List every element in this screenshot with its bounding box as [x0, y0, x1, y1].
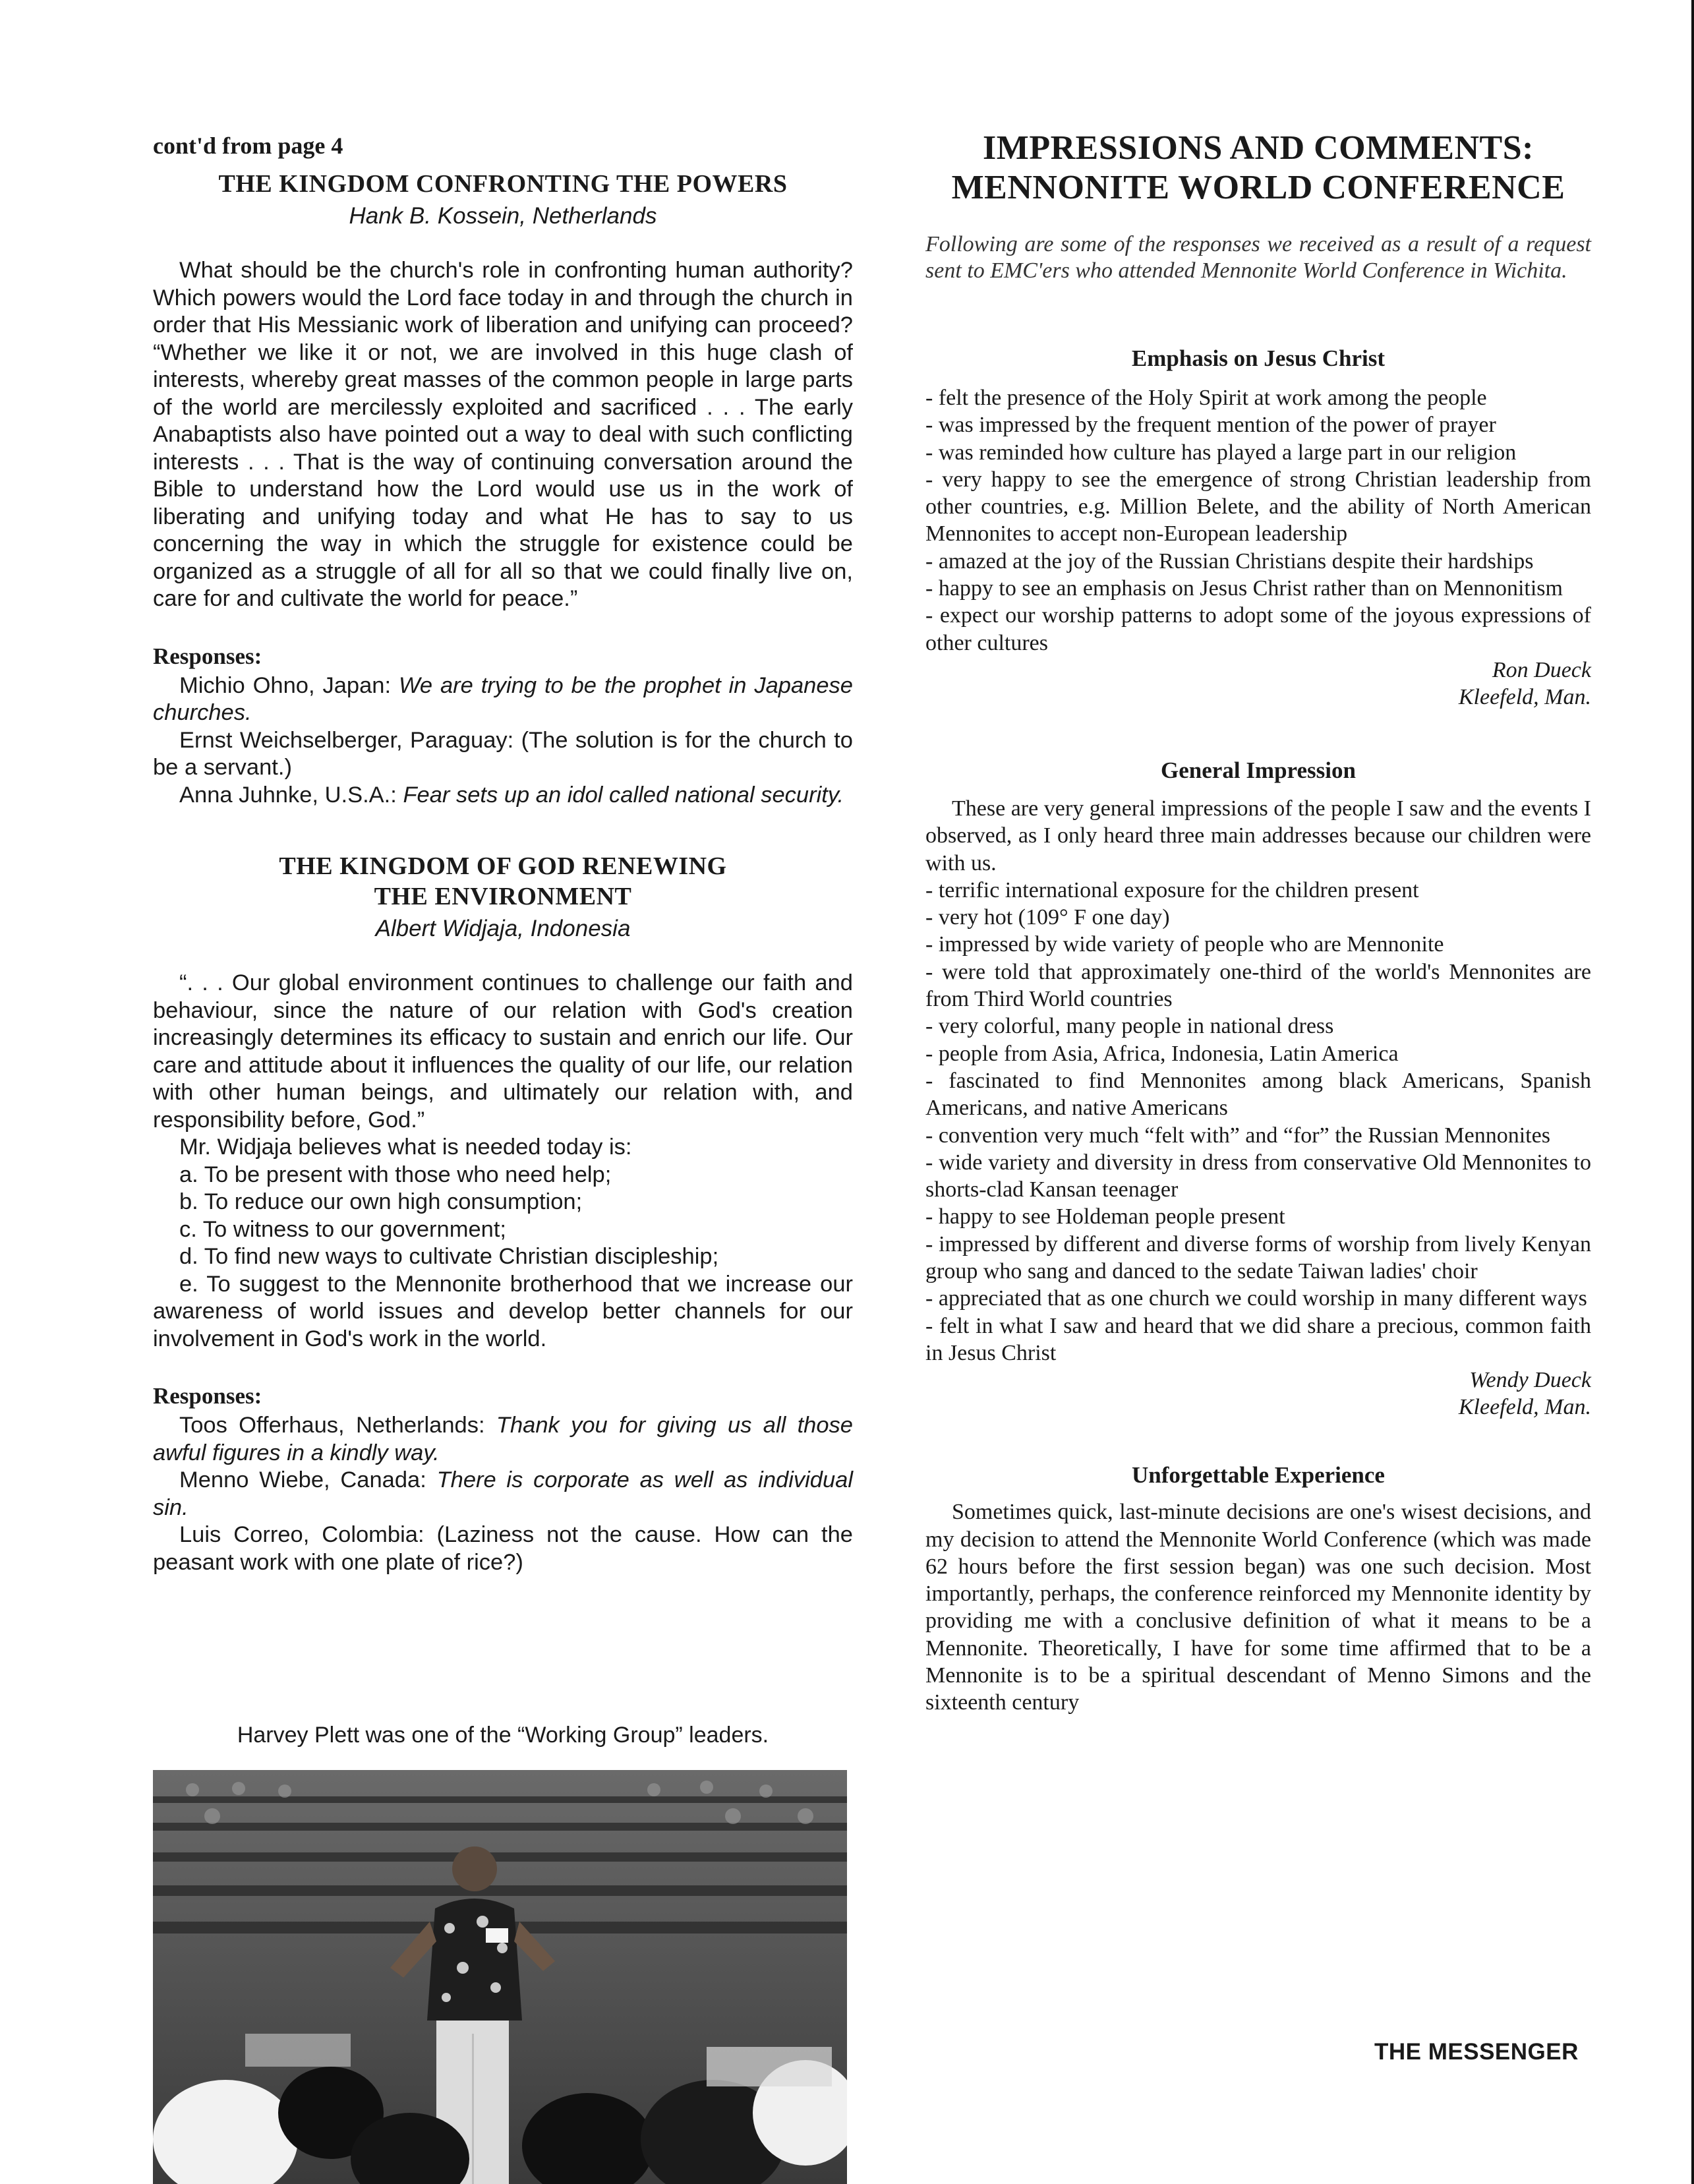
environment-body: “. . . Our global environment continues to challenge our faith and behaviour, since the nature of our relation with God's creation increasingly determines its efficacy to sustain and enrich our life. Our care and attitude about it influences the quality of our life, our relation with other human beings, and ultimately our relation with, and responsibility before, God.” — [153, 970, 853, 1133]
list-item: - was reminded how culture has played a large part in our religion — [925, 440, 1517, 465]
list-item: - felt in what I saw and heard that we did share a precious, common faith in Jesus Christ — [925, 1313, 1591, 1365]
general-intro: These are very general impressions of the people I saw and the events I observed, as I only heard three main addresses because our children were with us. — [925, 796, 1591, 875]
section-title-powers: THE KINGDOM CONFRONTING THE POWERS — [218, 170, 788, 198]
continued-note: cont'd from page 4 — [153, 133, 343, 159]
section-title-environment: THE KINGDOM OF GOD RENEWING THE ENVIRONMENT — [279, 852, 727, 910]
intro-note: Following are some of the responses we received as a result of a request sent to EMC'ers who attended Mennonite World Conference in Wichita. — [925, 232, 1591, 283]
harvey-plett-photo — [153, 1770, 847, 2184]
photo-illustration — [153, 1770, 847, 2184]
list-item: - felt the presence of the Holy Spirit at work among the people — [925, 386, 1487, 410]
response-item: Menno Wiebe, Canada: There is corporate as well as individual sin. — [153, 1467, 854, 1520]
list-item: - happy to see an emphasis on Jesus Christ rather than on Mennonitism — [925, 576, 1563, 601]
response-item: Toos Offerhaus, Netherlands: Thank you for giving us all those awful figures in a kindly way. — [153, 1413, 853, 1465]
heading-unforgettable: Unforgettable Experience — [1132, 1462, 1385, 1489]
list-item: b. To reduce our own high consumption; — [179, 1189, 583, 1214]
response-item: Ernst Weichselberger, Paraguay: (The solution is for the church to be a servant.) — [153, 727, 853, 780]
responses-heading: Responses: — [153, 1383, 262, 1409]
responses-heading: Responses: — [153, 643, 262, 669]
section-author-widjaja: Albert Widjaja, Indonesia — [375, 916, 631, 941]
list-item: - appreciated that as one church we could worship in many different ways — [925, 1286, 1587, 1311]
main-title: IMPRESSIONS AND COMMENTS: MENNONITE WORLD CONFERENCE — [951, 129, 1565, 206]
signature-name: Wendy Dueck — [1469, 1368, 1591, 1393]
list-item: - impressed by wide variety of people who are Mennonite — [925, 932, 1444, 957]
emphasis-list — [925, 384, 1591, 657]
heading-general: General Impression — [1161, 757, 1356, 783]
list-item: - terrific international exposure for the children present — [925, 877, 1419, 902]
signature-place: Kleefeld, Man. — [1458, 684, 1591, 709]
response-item: Luis Correo, Colombia: (Laziness not the cause. How can the peasant work with one plate of rice?) — [153, 1522, 853, 1575]
right-column — [925, 129, 1591, 1717]
list-item: - wide variety and diversity in dress from conservative Old Mennonites to shorts-clad Kansan teenager — [925, 1150, 1591, 1202]
signature-name: Ron Dueck — [1492, 657, 1591, 682]
list-item: - very happy to see the emergence of strong Christian leadership from other countries, e.g. Million Belete, and the ability of North American Mennonites to accept non-European leadership — [925, 467, 1591, 546]
photo-caption: Harvey Plett was one of the “Working Group” leaders. — [237, 1723, 769, 1748]
footer-publication: THE MESSENGER — [1374, 2039, 1579, 2065]
unforgettable-body: Sometimes quick, last-minute decisions are one's wisest decisions, and my decision to attend the Mennonite World Conference (which was made 62 hours before the first session began) was one such decision. Most importantly, perhaps, the conference reinforced my Mennonite identity by providing me with a conclusive definition of what it means to be a Mennonite. Theoretically, I have for some time affirmed that to be a Mennonite is to be a spiritual descendant of Menno Simons and the sixteenth century — [925, 1500, 1591, 1715]
list-item: - people from Asia, Africa, Indonesia, Latin America — [925, 1041, 1399, 1066]
left-column — [153, 132, 853, 1576]
list-item: - impressed by different and diverse forms of worship from lively Kenyan group who sang and danced to the sedate Taiwan ladies' choir — [925, 1231, 1591, 1284]
list-item: a. To be present with those who need help; — [179, 1162, 612, 1187]
list-item: e. To suggest to the Mennonite brotherhood that we increase our awareness of world issues and develop better channels for our involvement in God's work in the world. — [153, 1271, 853, 1351]
list-item: - happy to see Holdeman people present — [925, 1204, 1285, 1229]
list-item: - very hot (109° F one day) — [925, 905, 1170, 930]
heading-emphasis: Emphasis on Jesus Christ — [1131, 345, 1386, 371]
response-item: Anna Juhnke, U.S.A.: Fear sets up an idol called national security. — [179, 782, 844, 808]
page-edge — [1691, 0, 1694, 2184]
list-item: - were told that approximately one-third of the world's Mennonites are from Third World countries — [925, 959, 1591, 1012]
list-item: c. To witness to our government; — [179, 1216, 507, 1242]
list-item: - amazed at the joy of the Russian Christians despite their hardships — [925, 548, 1534, 574]
list-item: - was impressed by the frequent mention of the power of prayer — [925, 413, 1496, 438]
list-item: - expect our worship patterns to adopt some of the joyous expressions of other cultures — [925, 603, 1591, 655]
general-list — [925, 795, 1591, 1367]
list-item: - convention very much “felt with” and “for” the Russian Mennonites — [925, 1123, 1550, 1148]
response-item: Michio Ohno, Japan: We are trying to be the prophet in Japanese churches. — [153, 672, 853, 725]
signature-place: Kleefeld, Man. — [1458, 1395, 1591, 1420]
widjaja-believes: Mr. Widjaja believes what is needed today is: — [179, 1135, 632, 1160]
powers-body: What should be the church's role in confronting human authority? Which powers would the Lord face today in and through the church in order that His Messianic work of liberation and unifying can proceed? “Whether we like it or not, we are involved in this huge clash of interests, whereby great masses of the common people in large parts of the world are mercilessly exploited and sacrificed . . . The early Anabaptists also have pointed out a way to deal with such conflicting interests . . . That is the way of continuing conversation around the Bible to understand how the Lord would use us in the work of liberating and unifying today and what He has to say to us concerning the way in which the struggle for existence could be organized as a struggle of all for all so that we could finally live on, care for and cultivate the world for peace.” — [153, 258, 853, 611]
list-item: d. To find new ways to cultivate Christian discipleship; — [179, 1244, 719, 1269]
section-author-kossein: Hank B. Kossein, Netherlands — [349, 203, 657, 229]
list-item: - fascinated to find Mennonites among black Americans, Spanish Americans, and native Americans — [925, 1068, 1591, 1121]
list-item: - very colorful, many people in national dress — [925, 1014, 1334, 1039]
